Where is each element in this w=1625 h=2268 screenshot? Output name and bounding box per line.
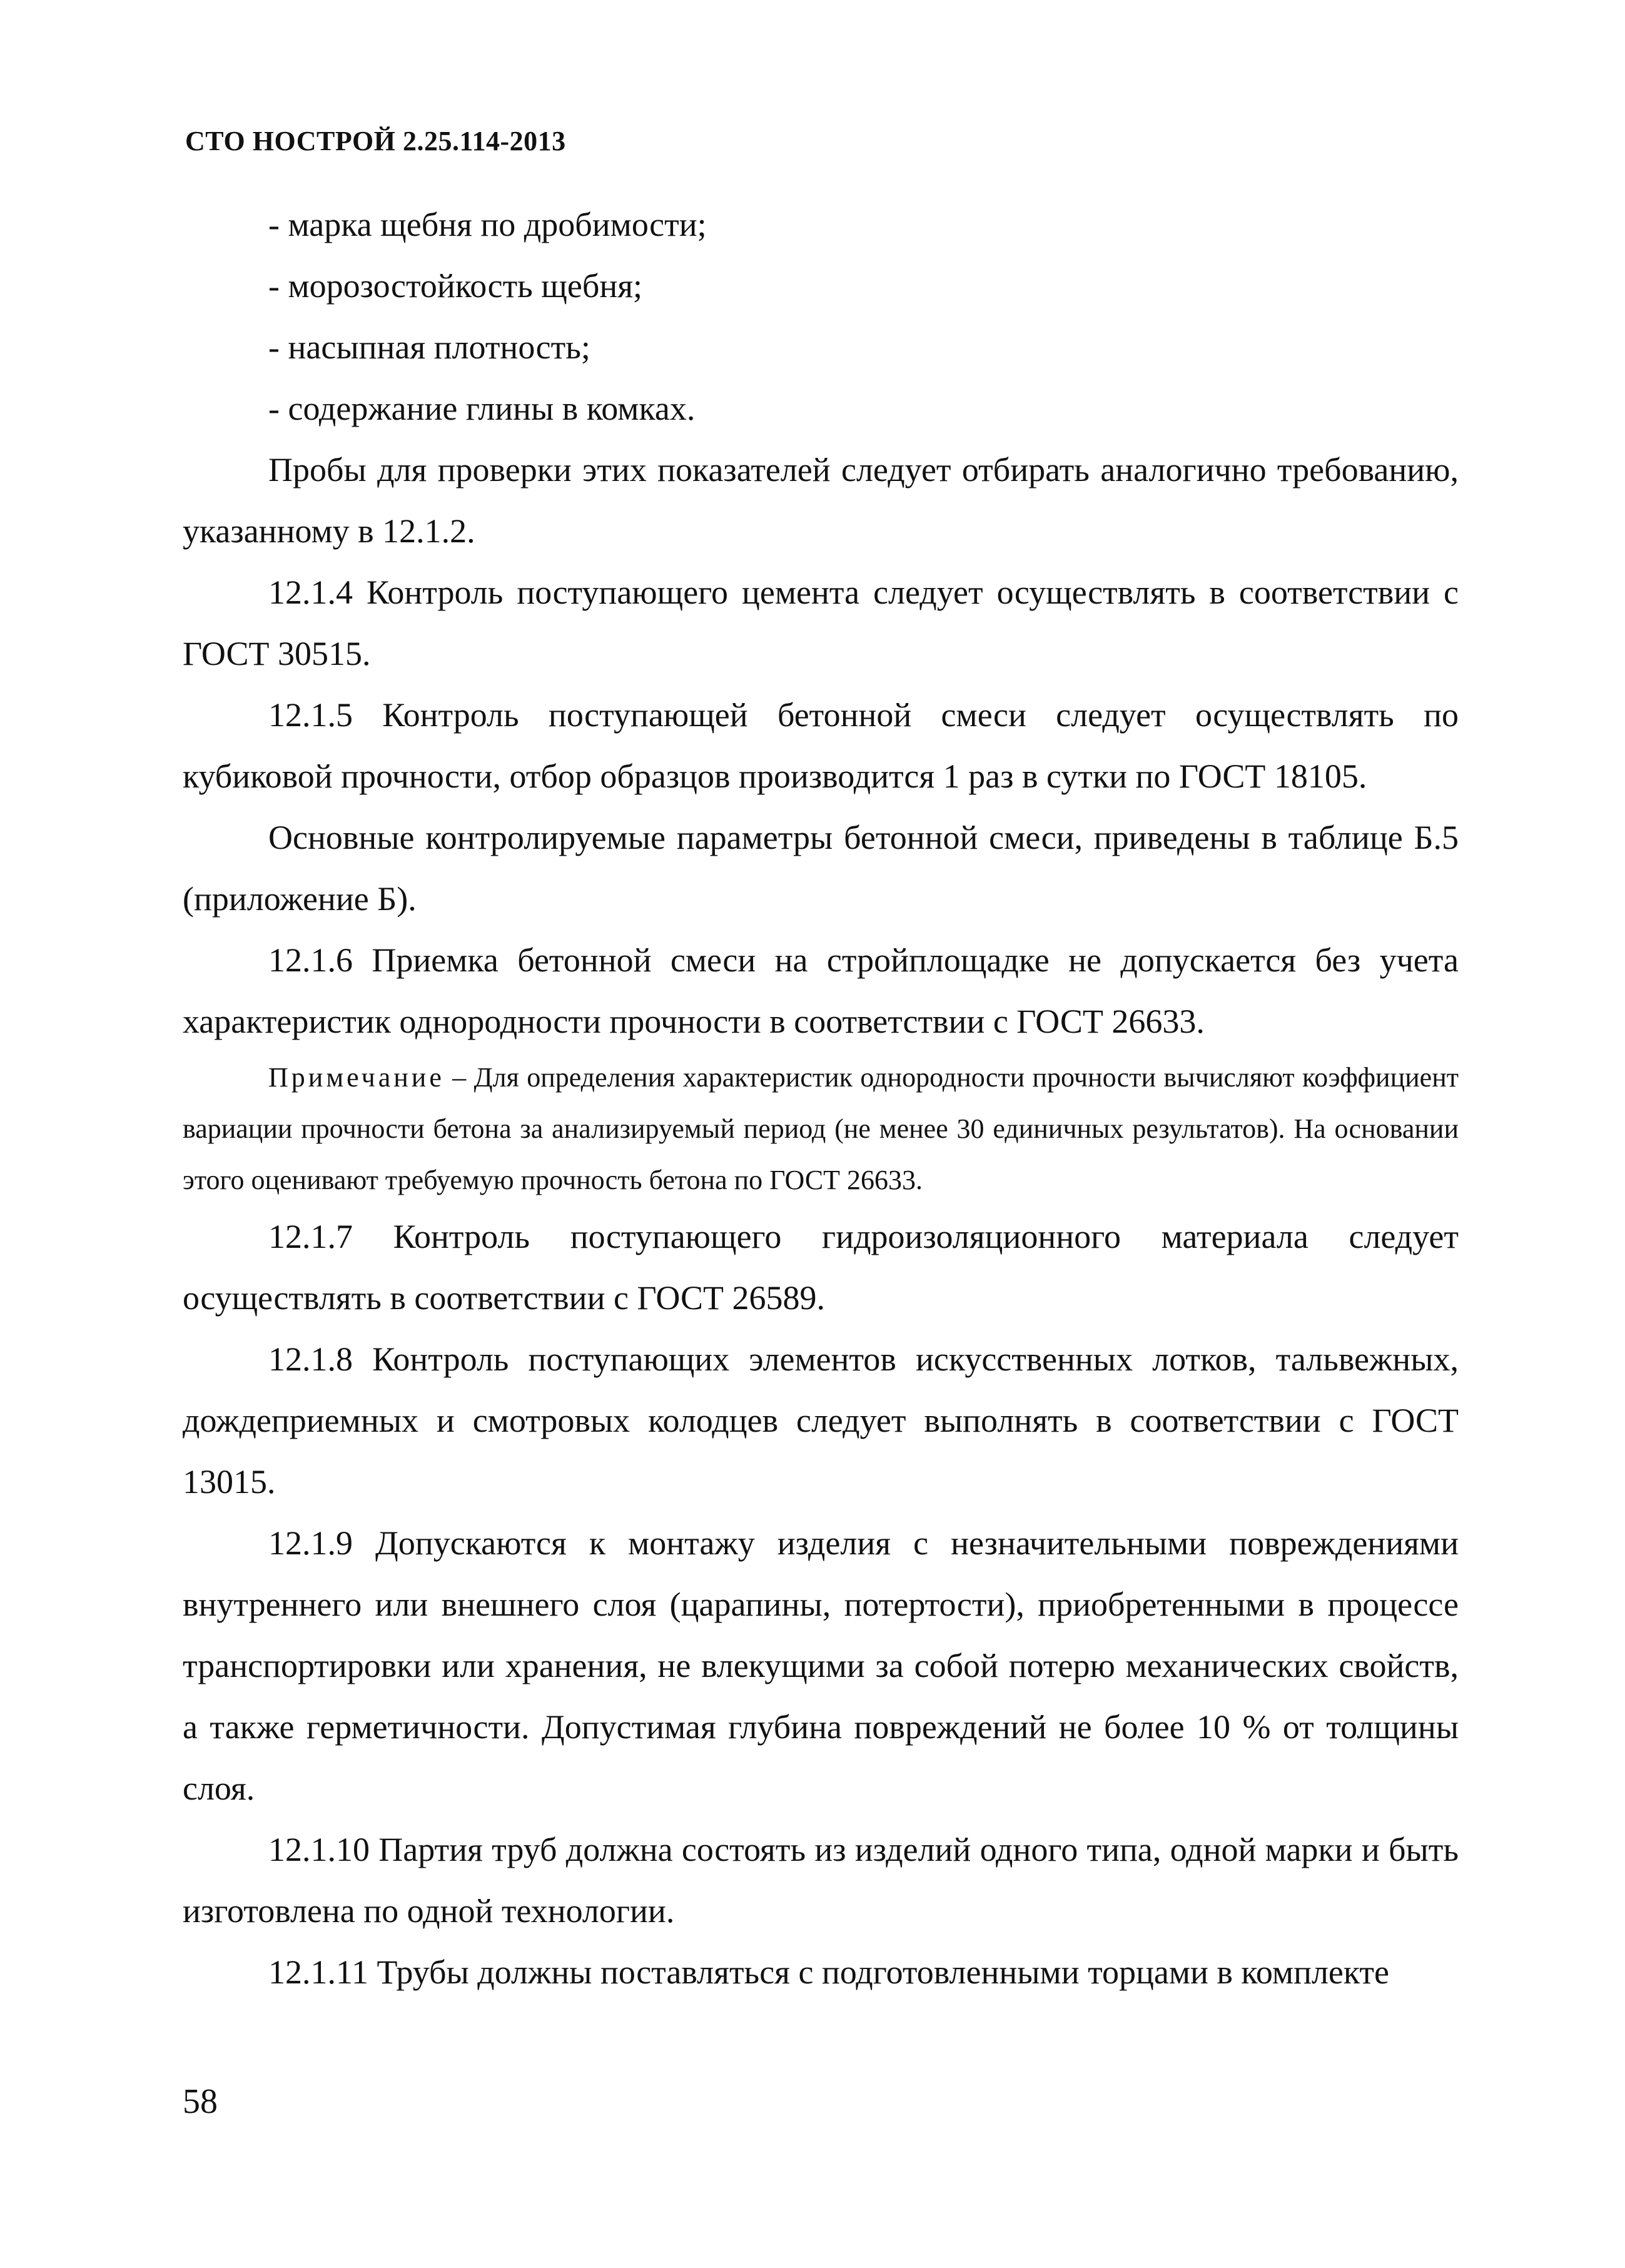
paragraph-12-1-10: 12.1.10 Партия труб должна состоять из изделий одного типа, одной марки и быть изготовлена по одной технологии. <box>183 1831 1459 1930</box>
body-text <box>183 194 1459 2003</box>
list-item-frost-resistance: - морозостойкость щебня; <box>268 267 643 305</box>
paragraph-12-1-6: 12.1.6 Приемка бетонной смеси на стройплощадке не допускается без учета характеристик однородности прочности в соответствии с ГОСТ 26633. <box>183 941 1459 1040</box>
paragraph-12-1-9: 12.1.9 Допускаются к монтажу изделия с незначительными повреждениями внутреннего или внешнего слоя (царапины, потертости), приобретенными в процессе транспортировки или хранения, не влекущими за собой потерю механических свойств, а также герметичности. Допустимая глубина повреждений не более 10 % от толщины слоя. <box>183 1524 1459 1807</box>
paragraph-main-params: Основные контролируемые параметры бетонной смеси, приведены в таблице Б.5 (приложение Б). <box>183 819 1459 918</box>
list-item-crushability: - марка щебня по дробимости; <box>268 206 707 243</box>
list-item-bulk-density: - насыпная плотность; <box>268 328 590 366</box>
note <box>183 1052 1459 1206</box>
note-text: – Для определения характеристик однородности прочности вычисляют коэффициент вариации прочности бетона за анализируемый период (не менее 30 единичных результатов). На основании этого оценивают требуемую прочность бетона по ГОСТ 26633. <box>183 1062 1459 1195</box>
note-label: Примечание <box>268 1062 445 1093</box>
paragraph-12-1-8: 12.1.8 Контроль поступающих элементов искусственных лотков, тальвежных, дождеприемных и смотровых колодцев следует выполнять в соответствии с ГОСТ 13015. <box>183 1340 1459 1501</box>
paragraph-12-1-5: 12.1.5 Контроль поступающей бетонной смеси следует осуществлять по кубиковой прочности, отбор образцов производится 1 раз в сутки по ГОСТ 18105. <box>183 696 1459 795</box>
list-item-clay-content: - содержание глины в комках. <box>268 390 696 427</box>
page-number: 58 <box>183 2082 218 2121</box>
paragraph-samples: Пробы для проверки этих показателей следует отбирать аналогично требованию, указанному в 12.1.2. <box>183 451 1459 550</box>
document-header: СТО НОСТРОЙ 2.25.114-2013 <box>185 126 566 156</box>
paragraph-12-1-4: 12.1.4 Контроль поступающего цемента следует осуществлять в соответствии с ГОСТ 30515. <box>183 574 1459 672</box>
paragraph-12-1-7: 12.1.7 Контроль поступающего гидроизоляционного материала следует осуществлять в соответствии с ГОСТ 26589. <box>183 1218 1459 1317</box>
paragraph-12-1-11: 12.1.11 Трубы должны поставляться с подготовленными торцами в комплекте <box>268 1953 1389 1991</box>
